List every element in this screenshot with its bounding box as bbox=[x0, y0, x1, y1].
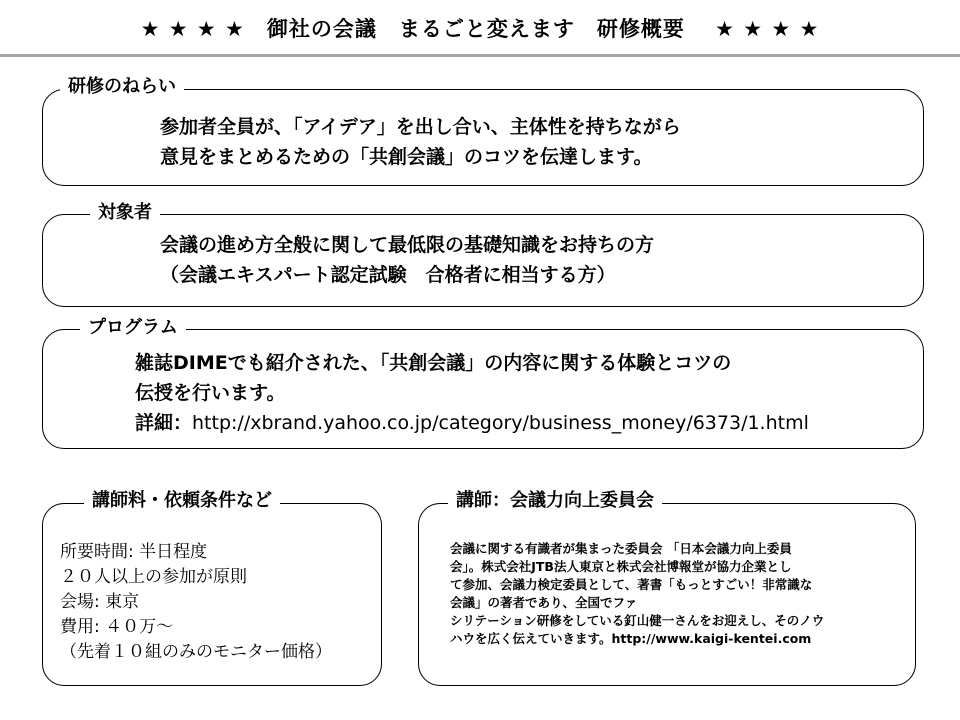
fees-line-2: ２０人以上の参加が原則 bbox=[60, 567, 247, 587]
fees-text bbox=[60, 540, 332, 665]
instructor-line-2: 会」。株式会社JTB法人東京と株式会社博報堂が協力企業とし bbox=[450, 559, 792, 574]
target-line-2: （会議エキスパート認定試験 合格者に相当する方） bbox=[160, 264, 616, 286]
program-detail-link[interactable]: http://xbrand.yahoo.co.jp/category/business_money/6373/1.html bbox=[192, 412, 809, 434]
program-line-1: 雑誌DIMEでも紹介された、「共創会議」の内容に関する体験とコツの bbox=[135, 352, 732, 374]
instructor-line-1: 会議に関する有識者が集まった委員会 「日本会議力向上委員 bbox=[450, 541, 792, 556]
fees-line-5: （先着１０組のみのモニター価格） bbox=[60, 642, 332, 662]
page-title: ★ ★ ★ ★ 御社の会議 まるごと変えます 研修概要 ★ ★ ★ ★ bbox=[140, 17, 820, 41]
instructor-line-3: て参加、会議力検定委員として、著書「もっとすごい！非常識な bbox=[450, 577, 813, 592]
program-text bbox=[135, 348, 809, 438]
program-detail bbox=[135, 408, 809, 438]
program-heading: プログラム bbox=[80, 316, 186, 340]
instructor-text bbox=[450, 540, 824, 648]
fees-line-4: 費用: ４０万〜 bbox=[60, 617, 174, 637]
target-heading: 対象者 bbox=[90, 201, 160, 225]
title-divider bbox=[0, 54, 960, 57]
fees-line-3: 会場: 東京 bbox=[60, 592, 140, 612]
instructor-line-4: 会議」の著者であり、全国でファ bbox=[450, 595, 638, 610]
instructor-heading: 講師：会議力向上委員会 bbox=[448, 489, 662, 513]
aim-heading: 研修のねらい bbox=[60, 75, 184, 99]
instructor-line-5: シリテーション研修をしている釘山健一さんをお迎えし、そのノウ bbox=[450, 613, 825, 628]
program-line-2: 伝授を行います。 bbox=[135, 382, 286, 404]
fees-heading: 講師料・依頼条件など bbox=[84, 489, 280, 513]
aim-line-1: 参加者全員が、「アイデア」を出し合い、主体性を持ちながら bbox=[160, 116, 681, 138]
program-detail-label: 詳細： bbox=[135, 412, 193, 434]
target-line-1: 会議の進め方全般に関して最低限の基礎知識をお持ちの方 bbox=[160, 234, 655, 256]
target-text bbox=[160, 230, 654, 290]
aim-text bbox=[160, 112, 681, 172]
fees-line-1: 所要時間: 半日程度 bbox=[60, 542, 208, 562]
instructor-line-6: ハウを広く伝えていきます。http://www.kaigi-kentei.com bbox=[450, 631, 812, 646]
aim-line-2: 意見をまとめるための「共創会議」のコツを伝達します。 bbox=[160, 146, 653, 168]
